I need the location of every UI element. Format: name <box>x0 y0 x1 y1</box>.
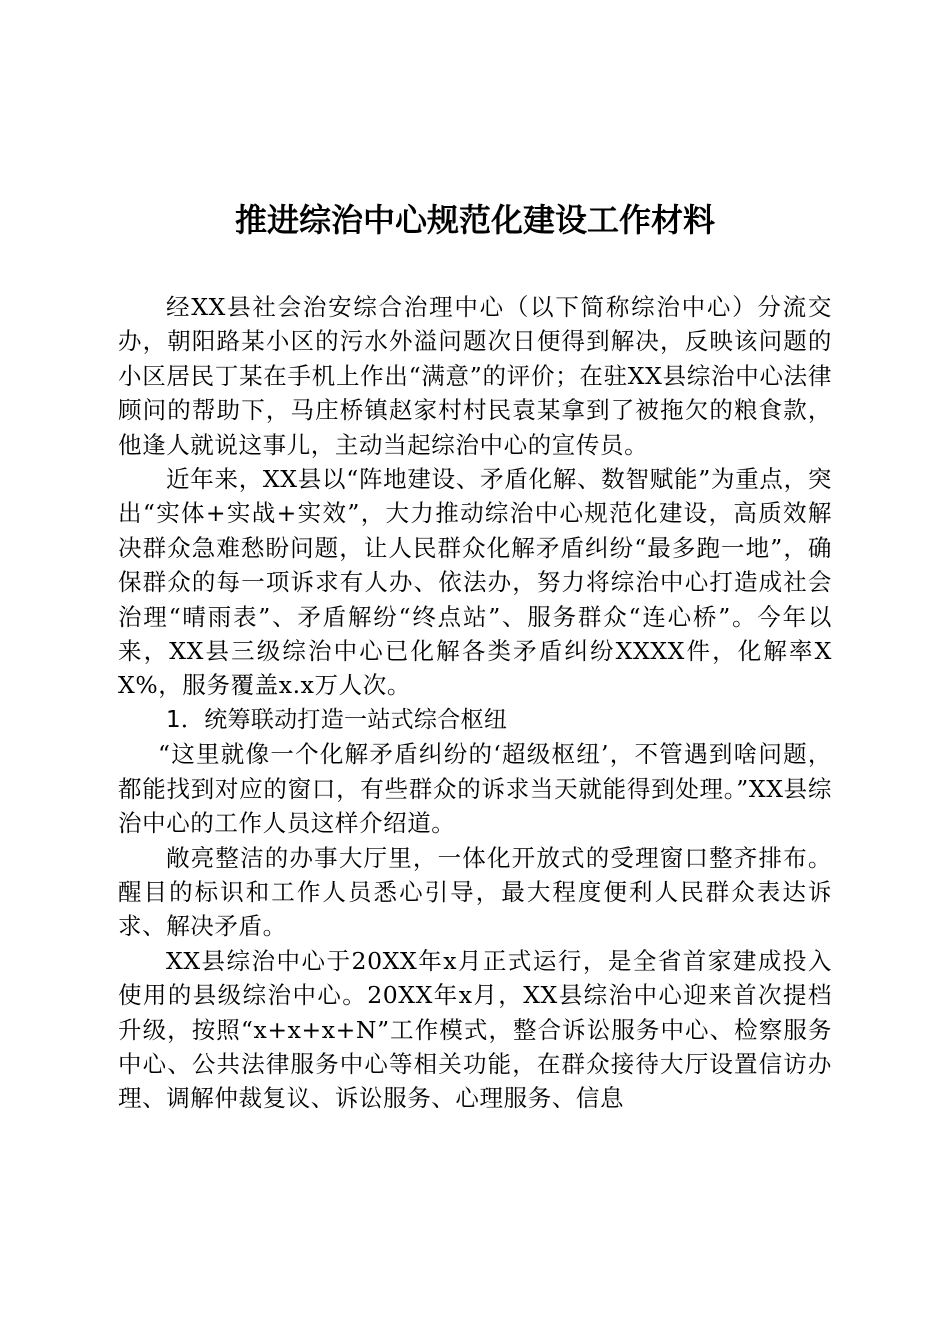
paragraph-quote: “这里就像一个化解矛盾纠纷的‘超级枢纽’，不管遇到啥问题，都能找到对应的窗口，有些群众的诉求当天就能得到处理。”XX县综治中心的工作人员这样介绍道。 <box>118 740 832 838</box>
paragraph-hall: 敞亮整洁的办事大厅里，一体化开放式的受理窗口整齐排布。醒目的标识和工作人员悉心引导，最大程度便利人民群众表达诉求、解决矛盾。 <box>118 843 832 941</box>
paragraph-intro: 经XX县社会治安综合治理中心（以下简称综治中心）分流交办，朝阳路某小区的污水外溢问题次日便得到解决，反映该问题的小区居民丁某在手机上作出“满意”的评价；在驻XX县综治中心法律顾问的帮助下，马庄桥镇赵家村村民袁某拿到了被拖欠的粮食款，他逢人就说这事儿，主动当起综治中心的宣传员。 <box>118 293 832 459</box>
document-title: 推进综治中心规范化建设工作材料 <box>234 201 715 239</box>
section-heading: 1．统筹联动打造一站式综合枢纽 <box>166 706 508 733</box>
paragraph-overview: 近年来，XX县以“阵地建设、矛盾化解、数智赋能”为重点，突出“实体+实战+实效”，大力推动综治中心规范化建设，高质效解决群众急难愁盼问题，让人民群众化解矛盾纠纷“最多跑一地”，确保群众的每一项诉求有人办、依法办，努力将综治中心打造成社会治理“晴雨表”、矛盾解纷“终点站”、服务群众“连心桥”。今年以来，XX县三级综治中心已化解各类矛盾纠纷XXXX件，化解率XX%，服务覆盖x.x万人次。 <box>118 465 832 700</box>
document-body <box>118 290 832 1116</box>
paragraph-history: XX县综治中心于20XX年x月正式运行，是全省首家建成投入使用的县级综治中心。20XX年x月，XX县综治中心迎来首次提档升级，按照“x+x+x+N”工作模式，整合诉讼服务中心、检察服务中心、公共法律服务中心等相关功能，在群众接待大厅设置信访办理、调解仲裁复议、诉讼服务、心理服务、信息 <box>118 946 832 1113</box>
